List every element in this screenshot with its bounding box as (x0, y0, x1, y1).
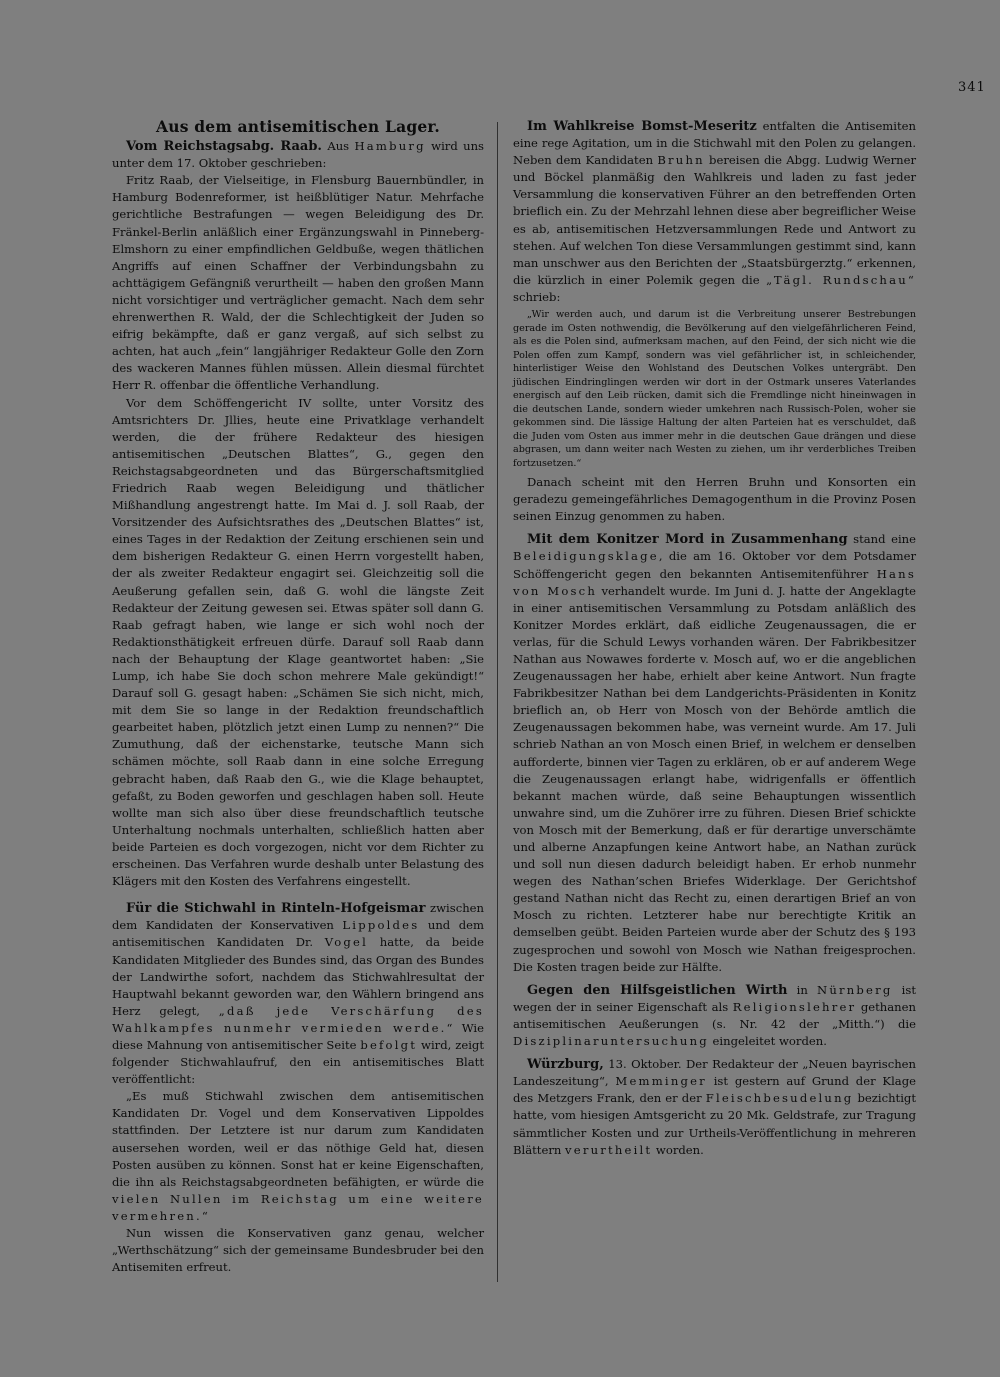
text-run: Disziplinaruntersuchung (513, 1034, 709, 1049)
text-run: verhandelt wurde. Im Juni d. J. hatte der Angeklagte in einer antisemitischen Versammlung zu Potsdam anläßlich des Konitzer Mordes erklärt, daß eidliche Zeugenaussagen, die er verlas, für die Schuld Lewys vorhanden wären. Der Fabrikbesitzer Nathan aus Nowawes forderte v. Mosch auf, wo er die angeblichen Zeugenaussagen her habe, erhielt aber keine Antwort. Nun fragte Fabrikbesitzer Nathan bei dem Landgerichts-Präsidenten in Konitz brieflich an, ob Herr von Mosch von der Behörde amtlich die Zeugenaussagen bekommen habe, was verneint wurde. Am 17. Juli schrieb Nathan an von Mosch einen Brief, in welchem er denselben aufforderte, binnen vier Tagen zu erklären, ob er auf anderem Wege die Zeugenaussagen erlangt habe, widrigenfalls er öffentlich bekannt machen würde, daß seine Behauptungen wissentlich unwahre sind, um die Zuhörer irre zu führen. Diesen Brief schickte von Mosch mit der Bemerkung, daß er für derartige unverschämte und alberne Anzapfungen keine Antwort habe, an Nathan zurück und soll nun diesen dadurch beleidigt haben. Er erhob nunmehr wegen des Nathan’schen Briefes Widerklage. Der Gerichtshof gestand Nathan nicht das Recht zu, einen derartigen Brief an von Mosch zu richten. Letzterer habe nur berechtigte Kritik an demselben geübt. Beiden Parteien wurde aber der Schutz des § 193 zugesprochen und sowohl von Mosch wie Nathan freigesprochen. Die Kosten tragen beide zur Hälfte. (513, 583, 917, 974)
text-run: Lippoldes (342, 918, 420, 933)
text-run: Nürnberg (817, 982, 893, 997)
column-divider (497, 122, 498, 1282)
text-run: wird uns unter dem 17. Oktober geschrieben: (112, 139, 484, 171)
text-run: 13. Oktober. Der Redakteur der „Neuen bayrischen Landeszeitung“, (513, 1057, 916, 1089)
text-run: worden. (652, 1142, 704, 1157)
article-raab-intro (112, 138, 484, 172)
text-run: Fleischbesudelung (705, 1091, 854, 1106)
text-run: befolgt (360, 1037, 418, 1052)
text-run: Religionslehrer (732, 999, 857, 1014)
text-run: hatte, da beide Kandidaten Mitglieder des Bundes sind, das Organ des Bundes der Landwirthe sofort, nachdem das Stichwahlresultat der Hauptwahl bekannt geworden war, den Wählern bringend ans Herz gelegt, (112, 935, 484, 1018)
article-wirth-headline: Gegen den Hilfsgeistlichen Wirth (527, 982, 788, 998)
text-run: entfalten die Antisemiten eine rege Agitation, um in die Stichwahl mit den Polen zu gelangen. Neben dem Kandidaten (513, 119, 917, 168)
text-run: , die am 16. Oktober vor dem Potsdamer Schöffengericht gegen den bekannten Antisemitenführer (513, 549, 916, 581)
text-run: verurtheilt (565, 1142, 653, 1157)
text-run: und dem antisemitischen Kandidaten Dr. (112, 918, 484, 950)
text-run: Hans von Mosch (513, 566, 916, 598)
article-stichwahl-headline: Für die Stichwahl in Rinteln-Hofgeismar (126, 901, 426, 917)
text-run: Memminger (615, 1074, 707, 1089)
text-run: eingeleitet worden. (708, 1034, 827, 1049)
article-raab-paragraph-1: Fritz Raab, der Vielseitige, in Flensburg Bauernbündler, in Hamburg Bodenreformer, ist heißblütiger Natur. Mehrfache gerichtliche Bestrafungen — wegen Beleidigung des Dr. Fränkel-Berlin anläßlich einer Ergänzungswahl in Pinneberg-Elmshorn zu einer empfindlichen Geldbuße, wegen thätlichen Angriffs auf einen Schaffner der Verbindungsbahn zu achttägigem Gefängniß verurtheilt — haben den großen Mann nicht vorsichtiger und verträglicher gemacht. Nach dem sehr ehrenwerthen R. Wald, der die Schlechtigkeit der Juden so eifrig bekämpfte, daß er ganz vergaß, auf sich selbst zu achten, hat auch „fein“ langjähriger Redakteur Golle den Zorn des wackeren Mannes fühlen müssen. Allein diesmal fürchtet Herr R. offenbar die öffentliche Verhandlung. (112, 173, 484, 393)
text-run: Beleidigungsklage (513, 549, 659, 564)
text-run: Wie diese Mahnung von antisemitischer Seite (112, 1020, 484, 1052)
text-run: wird, zeigt folgender Stichwahlaufruf, den ein antisemitisches Blatt veröffentlicht: (112, 1037, 484, 1087)
text-run: vielen Nullen im Reichstag um eine weitere vermehren. (112, 1191, 484, 1223)
right-column (513, 118, 916, 1159)
text-run: Ludwig Werner (824, 153, 916, 168)
article-wuerzburg (513, 1056, 916, 1159)
article-konitz-headline: Mit dem Konitzer Mord in Zusammenhang (527, 532, 848, 548)
left-column (112, 118, 484, 1276)
article-wuerzburg-headline: Würzburg, (527, 1057, 604, 1073)
text-run: ist wegen der in seiner Eigenschaft als (513, 982, 916, 1014)
text-run: bezichtigt hatte, vom hiesigen Amtsgericht zu 20 Mk. Geldstrafe, zur Tragung sämmtlicher Kosten und zur Urtheils-Veröffentlichung in mehreren Blättern (513, 1091, 916, 1157)
text-run: Aus (327, 139, 355, 154)
section-title: Aus dem antisemitischen Lager. (156, 117, 440, 136)
article-raab-paragraph-2: Vor dem Schöffengericht IV sollte, unter Vorsitz des Amtsrichters Dr. Jllies, heute eine Privatklage verhandelt werden, die der frühere Redakteur des hiesigen antisemitischen „Deutschen Blattes“, G., gegen den Reichstagsabgeordneten und das Bürgerschaftsmitglied Friedrich Raab wegen Beleidigung und thätlicher Mißhandlung angestrengt hatte. Im Mai d. J. soll Raab, der Vorsitzender des Aufsichtsrathes des „Deutschen Blattes“ ist, eines Tages in der Redaktion der Zeitung erschienen sein und dem bisherigen Redakteur G. einen Herrn vorgestellt haben, der als zweiter Redakteur engagirt sei. Gleichzeitig soll die Aeußerung gefallen sein, daß G. wohl die längste Zeit Redakteur der Zeitung gewesen sei. Etwas später soll dann G. Raab gefragt haben, wie lange er sich wohl noch der Redaktionsthätigkeit erfreuen dürfe. Darauf soll Raab dann nach der Behauptung der Klage geantwortet haben: „Sie Lump, ich habe Sie doch schon mehrere Male gekündigt!“ Darauf soll G. gesagt haben: „Schämen Sie sich nicht, mich, mit dem Sie so lange in der Redaktion freundschaftlich gearbeitet haben, plötzlich jetzt einen Lump zu nennen?“ Die Zumuthung, daß der eichenstarke, teutsche Mann sich schämen möchte, soll Raab dann in eine solche Erregung gebracht haben, daß Raab den G., wie die Klage behauptet, gefaßt, zu Boden geworfen und geschlagen haben soll. Heute wollte man sich also über diese freundschaftlich teutsche Unterhaltung nochmals unterhalten, schließlich hatten aber beide Parteien es doch vorgezogen, nicht vor dem Richter zu erscheinen. Das Verfahren wurde deshalb unter Belastung des Klägers mit den Kosten des Verfahrens eingestellt. (112, 395, 484, 889)
page-number: 341 (958, 80, 986, 95)
text-run: zwischen dem Kandidaten der Konservativen (112, 901, 484, 933)
article-wirth (513, 982, 916, 1050)
text-run: stand eine (847, 532, 916, 547)
article-bomst-paragraph-2: Danach scheint mit den Herren Bruhn und Konsorten ein geradezu gemeingefährliches Demagogenthum in die Provinz Posen seinen Einzug genommen zu haben. (513, 475, 916, 524)
article-raab-headline: Vom Reichstagsabg. Raab. (126, 139, 322, 155)
text-run: „Tägl. Rundschau“ (766, 272, 916, 287)
text-run: Hamburg (354, 139, 426, 154)
text-run: ist gestern auf Grund der Klage des Metzgers Frank, den er der (513, 1074, 916, 1106)
article-stichwahl-paragraph-2: Nun wissen die Konservativen ganz genau, welcher „Werthschätzung“ sich der gemeinsame Bundesbruder bei den Antisemiten erfreut. (112, 1226, 484, 1275)
text-run: „daß jede Verschärfung des Wahlkampfes nunmehr vermieden werde.“ (112, 1003, 484, 1035)
article-stichwahl-quote (112, 1088, 484, 1225)
text-run: Bruhn (657, 153, 705, 168)
article-bomst-intro (513, 118, 916, 306)
text-run: und Böckel planmäßig den Wahlkreis und laden zu fast jeder Versammlung die konservativen Führer an den betreffenden Orten brieflich ein. Zu der Mehrzahl lehnen diese aber begreiflicher Weise es ab, antisemitischen Hetzversammlungen Rede und Antwort zu stehen. Auf welchen Ton diese Versammlungen gestimmt sind, kann man unschwer aus den Berichten der „Staatsbürgerztg.“ erkennen, die kürzlich in einer Polemik gegen die (513, 170, 916, 287)
article-konitz (513, 531, 916, 975)
text-run: in (787, 982, 817, 997)
text-run: “ (201, 1208, 208, 1223)
text-run: gethanen antisemitischen Aeußerungen (s. Nr. 42 der „Mitth.“) die (513, 999, 916, 1031)
article-bomst-quote: „Wir werden auch, und darum ist die Verbreitung unserer Bestrebungen gerade im Osten nothwendig, die Bevölkerung auf den vielgefährlicheren Feind, als es die Polen sind, aufmerksam machen, auf den Feind, der sich nicht wie die Polen offen zum Kampf, sondern was viel gefährlicher ist, in schleichender, hinterlistiger Weise den Wohlstand des Deutschen Volkes untergräbt. Den jüdischen Eindringlingen werden wir dort in der Ostmark unseres Vaterlandes energisch auf den Leib rücken, damit sich die Fremdlinge nicht hineinwagen in die deutschen Lande, sondern wieder umkehren nach Russisch-Polen, woher sie gekommen sind. Die lässige Haltung der alten Parteien hat es verschuldet, daß die Juden vom Osten aus immer mehr in die deutschen Gaue drängen und diese abgrasen, um dann weiter nach Westen zu ziehen, um ihr verderbliches Treiben fortzusetzen.“ (513, 309, 916, 469)
text-run: schrieb: (513, 289, 561, 304)
text-run: Vogel (324, 935, 369, 950)
text-run: bereisen die Abgg. (704, 153, 825, 168)
article-bomst-headline: Im Wahlkreise Bomst-Meseritz (527, 119, 757, 134)
text-run: „Es muß Stichwahl zwischen dem antisemitischen Kandidaten Dr. Vogel und dem Konservativen Lippoldes stattfinden. Der Letztere ist nur darum zum Kandidaten ausersehen worden, weil er das nöthige Geld hat, diesen Posten ausüben zu können. Sonst hat er keine Eigenschaften, die ihn als Reichstagsabgeordneten befähigten, er würde die (112, 1089, 484, 1189)
article-stichwahl-intro (112, 900, 484, 1088)
